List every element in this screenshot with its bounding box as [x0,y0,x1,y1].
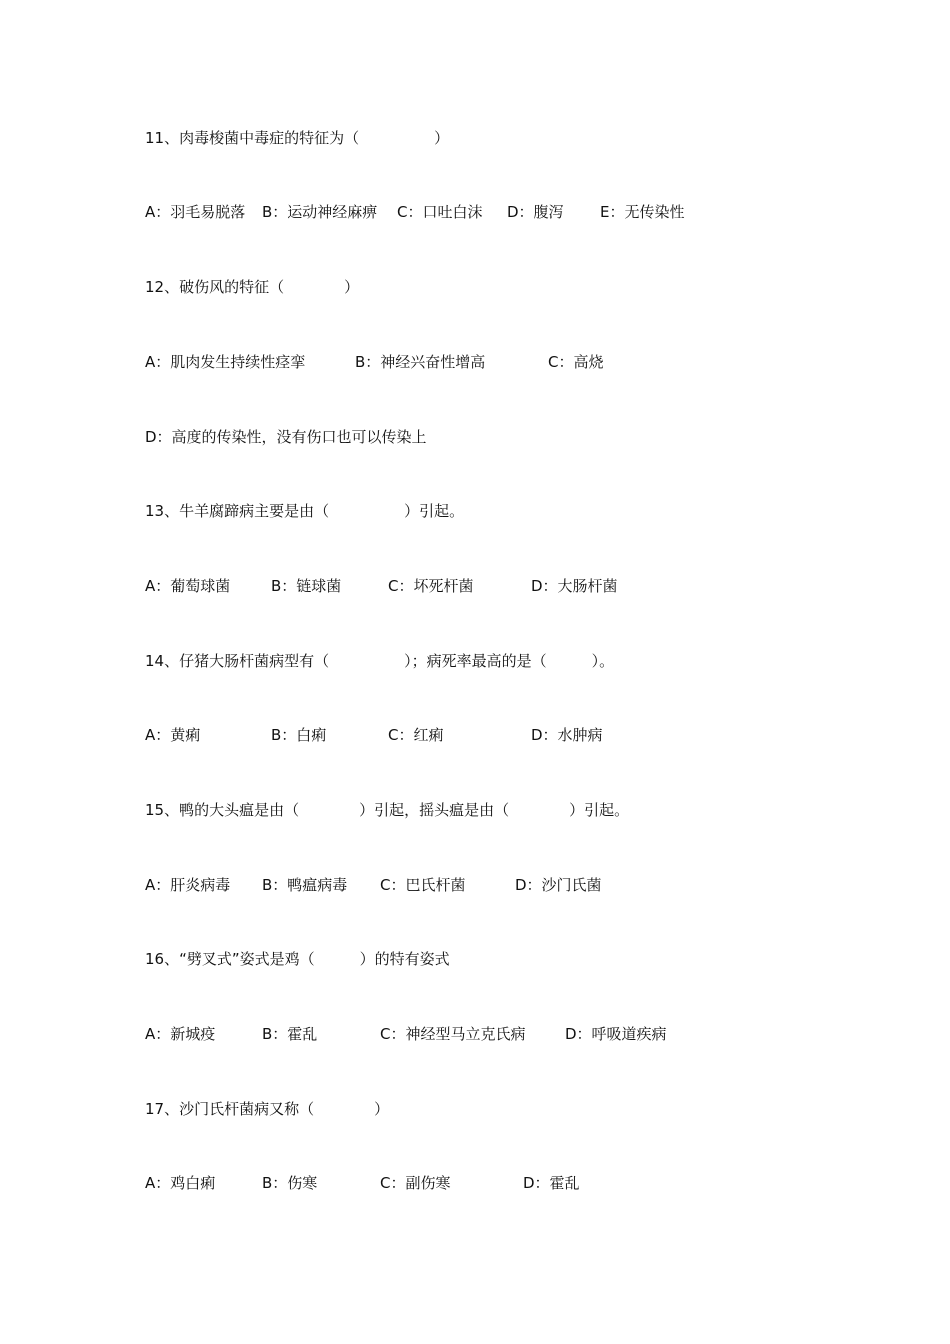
option-c: C：神经型马立克氏病 [380,1025,526,1043]
option-b: B：神经兴奋性增高 [355,353,486,371]
option-a: A：新城疫 [145,1025,216,1043]
question-15-stem [145,798,630,822]
question-stem-text: 15、鸭的大头瘟是由（ ）引起，摇头瘟是由（ ）引起。 [145,801,630,819]
option-a: A：肌肉发生持续性痉挛 [145,353,306,371]
question-16-stem [145,947,450,971]
question-stem-text: 17、沙门氏杆菌病又称（ ） [145,1100,390,1118]
option-c: C：坏死杆菌 [388,577,474,595]
question-stem-text: 13、牛羊腐蹄病主要是由（ ）引起。 [145,502,465,520]
question-17-options [145,1171,580,1195]
option-b: B：伤寒 [262,1174,318,1192]
question-stem-text: 14、仔猪大肠杆菌病型有（ ）；病死率最高的是（ ）。 [145,652,615,670]
option-d: D：霍乱 [523,1174,580,1192]
question-13-stem [145,499,465,523]
question-11-stem [145,126,450,150]
question-14-stem [145,649,615,673]
question-stem-text: 16、“劈叉式”姿式是鸡（ ）的特有姿式 [145,950,450,968]
option-d: D：沙门氏菌 [515,876,602,894]
option-a: A：鸡白痢 [145,1174,216,1192]
option-d: D：腹泻 [507,203,564,221]
option-d: D：水肿病 [531,726,603,744]
option-a: A：葡萄球菌 [145,577,231,595]
question-16-options [145,1022,667,1046]
option-a: A：肝炎病毒 [145,876,231,894]
option-d: D：高度的传染性，没有伤口也可以传染上 [145,428,427,446]
option-d: D：大肠杆菌 [531,577,618,595]
option-c: C：巴氏杆菌 [380,876,466,894]
option-c: C：红痢 [388,726,444,744]
option-c: C：副伤寒 [380,1174,451,1192]
option-b: B：白痢 [271,726,327,744]
option-a: A：羽毛易脱落 [145,203,246,221]
option-b: B：运动神经麻痹 [262,203,378,221]
question-15-options [145,873,602,897]
question-11-options [145,200,685,224]
option-c: C：口吐白沫 [397,203,483,221]
question-12-options [145,350,604,374]
question-12-stem [145,275,360,299]
option-a: A：黄痢 [145,726,201,744]
option-d: D：呼吸道疾病 [565,1025,667,1043]
question-14-options [145,723,603,747]
question-stem-text: 11、肉毒梭菌中毒症的特征为（ ） [145,129,450,147]
question-13-options [145,574,618,598]
question-12-options-continued [145,425,427,449]
option-b: B：链球菌 [271,577,342,595]
option-b: B：鸭瘟病毒 [262,876,348,894]
option-e: E：无传染性 [600,203,685,221]
question-17-stem [145,1097,390,1121]
option-b: B：霍乱 [262,1025,318,1043]
question-stem-text: 12、破伤风的特征（ ） [145,278,360,296]
option-c: C：高烧 [548,353,604,371]
